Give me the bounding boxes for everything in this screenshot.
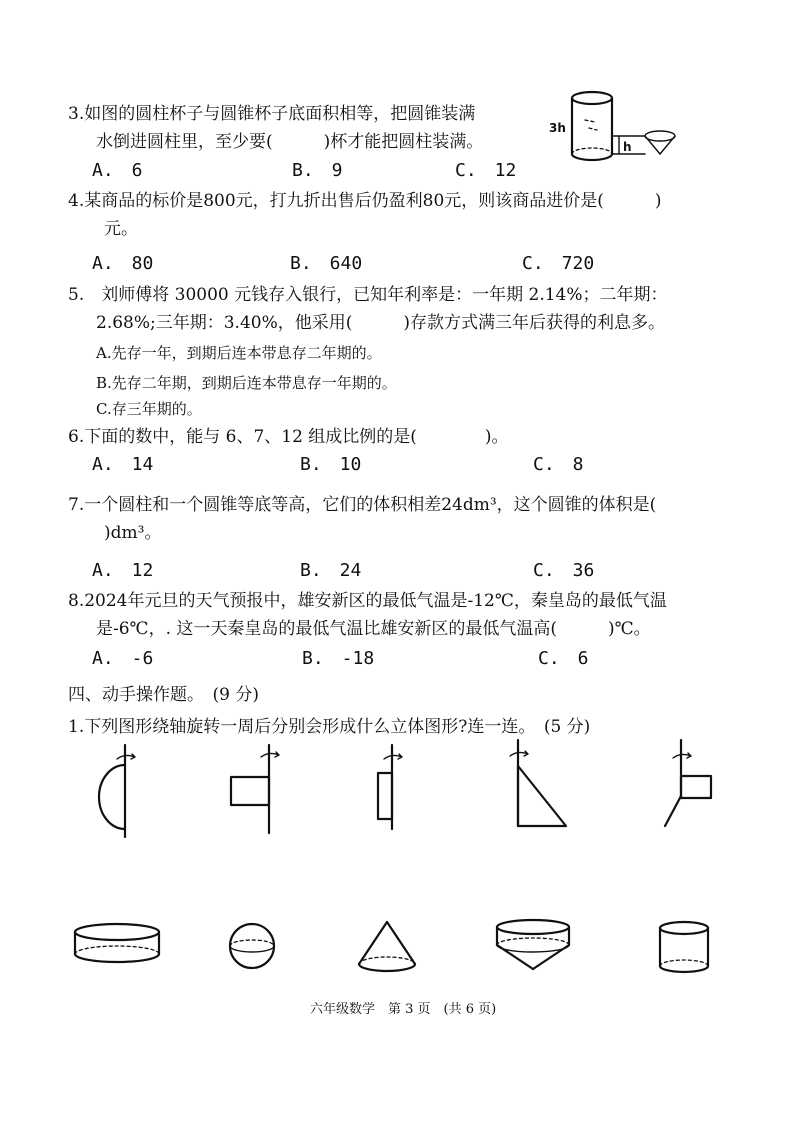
q5-line1: 5. 刘师傅将 30000 元钱存入银行，已知年利率是：一年期 2.14%；二年期：: [68, 285, 668, 305]
section4-title: 四、动手操作题。 (9 分): [68, 685, 259, 705]
q4-option-b: B. 640: [290, 253, 363, 274]
section4-q1: 1.下列图形绕轴旋转一周后分别会形成什么立体图形?连一连。 (5 分): [68, 717, 591, 737]
q7-line1: 7.一个圆柱和一个圆锥等底等高，它们的体积相差24dm³，这个圆锥的体积是(: [68, 495, 657, 515]
shape-rectangle-axis: [225, 745, 285, 845]
q3-option-b: B. 9: [292, 160, 343, 181]
q7-option-b: B. 24: [300, 560, 362, 581]
solid-sphere: [224, 918, 284, 978]
q8-line1: 8.2024年元旦的天气预报中，雄安新区的最低气温是-12℃，秦皇岛的最低气温: [68, 591, 667, 611]
q3-line1: 3.如图的圆柱杯子与圆锥杯子底面积相等，把圆锥装满: [68, 104, 476, 124]
q7-option-a: A. 12: [92, 560, 154, 581]
q5-choice-b: B.先存二年期，到期后连本带息存一年期的。: [96, 374, 397, 392]
q4-line1: 4.某商品的标价是800元，打九折出售后仍盈利80元，则该商品进价是( ): [68, 191, 662, 211]
q3-option-a: A. 6: [92, 160, 143, 181]
shape-right-triangle-axis: [500, 740, 580, 835]
q4-option-a: A. 80: [92, 253, 154, 274]
shape-rectangle-line-axis: [655, 740, 725, 835]
q4-line2: 元。: [104, 219, 138, 239]
solid-tall-cylinder: [655, 918, 720, 983]
q6-option-a: A. 14: [92, 454, 154, 475]
shape-tall-rectangle-axis: [370, 745, 410, 845]
q5-choice-a: A.先存一年，到期后连本带息存二年期的。: [96, 344, 382, 362]
cylinder-cone-figure: [545, 88, 705, 170]
solid-short-cylinder: [72, 918, 172, 978]
q8-option-a: A. -6: [92, 648, 154, 669]
q4-option-c: C. 720: [522, 253, 595, 274]
q3-line2: 水倒进圆柱里，至少要( )杯才能把圆柱装满。: [96, 132, 484, 152]
q6-option-b: B. 10: [300, 454, 362, 475]
q5-choice-c: C.存三年期的。: [96, 400, 202, 418]
q8-option-b: B. -18: [302, 648, 375, 669]
q7-line2: )dm³。: [104, 523, 162, 543]
q3-option-c: C. 12: [455, 160, 517, 181]
q8-option-c: C. 6: [538, 648, 589, 669]
page-footer: 六年级数学 第 3 页 (共 6 页): [310, 1002, 497, 1017]
q8-line2: 是-6℃，. 这一天秦皇岛的最低气温比雄安新区的最低气温高( )℃。: [96, 619, 651, 639]
q5-line2: 2.68%;三年期：3.40%，他采用( )存款方式满三年后获得的利息多。: [96, 313, 666, 333]
solid-cone: [355, 918, 425, 978]
label-h: h: [623, 140, 632, 154]
shape-semicircle-axis: [95, 745, 155, 845]
q6-line1: 6.下面的数中，能与 6、7、12 组成比例的是( )。: [68, 427, 509, 447]
solid-cylinder-with-cone: [492, 915, 582, 985]
label-3h: 3h: [549, 121, 566, 135]
q6-option-c: C. 8: [533, 454, 584, 475]
q7-option-c: C. 36: [533, 560, 595, 581]
